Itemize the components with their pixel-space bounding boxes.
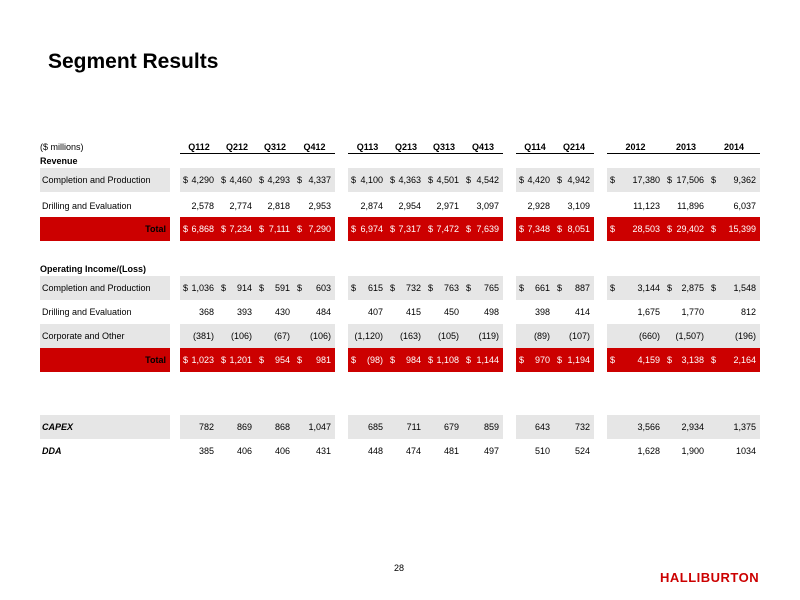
value-cell: 4,293 bbox=[267, 175, 290, 185]
column-header: 2013 bbox=[664, 140, 708, 154]
value-cell: (89) bbox=[533, 331, 550, 341]
dollar-sign: $ bbox=[667, 283, 673, 293]
dollar-sign: $ bbox=[390, 283, 396, 293]
column-header: 2012 bbox=[607, 140, 664, 154]
dollar-sign: $ bbox=[428, 283, 434, 293]
value-cell: 15,399 bbox=[728, 224, 756, 234]
value-cell: 8,051 bbox=[567, 224, 590, 234]
value-cell: 1,375 bbox=[733, 422, 756, 432]
value-cell: 17,380 bbox=[632, 175, 660, 185]
dollar-sign: $ bbox=[183, 175, 189, 185]
value-cell: 1,194 bbox=[567, 355, 590, 365]
row-label: Total bbox=[145, 355, 166, 365]
column-header: Q313 bbox=[425, 140, 463, 154]
row-label: Corporate and Other bbox=[42, 331, 125, 341]
dollar-sign: $ bbox=[297, 175, 303, 185]
row-label: Completion and Production bbox=[42, 283, 151, 293]
value-cell: 4,460 bbox=[229, 175, 252, 185]
dollar-sign: $ bbox=[557, 355, 563, 365]
units-label: ($ millions) bbox=[40, 142, 84, 152]
dollar-sign: $ bbox=[221, 283, 227, 293]
value-cell: 448 bbox=[367, 446, 383, 456]
value-cell: 615 bbox=[367, 283, 383, 293]
value-cell: 497 bbox=[483, 446, 499, 456]
value-cell: 1,201 bbox=[229, 355, 252, 365]
value-cell: 887 bbox=[574, 283, 590, 293]
value-cell: 859 bbox=[483, 422, 499, 432]
dollar-sign: $ bbox=[610, 283, 616, 293]
value-cell: 3,109 bbox=[567, 201, 590, 211]
value-cell: 393 bbox=[236, 307, 252, 317]
dollar-sign: $ bbox=[297, 355, 303, 365]
dollar-sign: $ bbox=[610, 175, 616, 185]
value-cell: (105) bbox=[437, 331, 459, 341]
page-title: Segment Results bbox=[48, 50, 219, 73]
value-cell: 643 bbox=[534, 422, 550, 432]
dollar-sign: $ bbox=[351, 355, 357, 365]
dollar-sign: $ bbox=[183, 224, 189, 234]
value-cell: 1,047 bbox=[308, 422, 331, 432]
value-cell: 4,290 bbox=[191, 175, 214, 185]
row-label: Drilling and Evaluation bbox=[42, 307, 132, 317]
value-cell: 2,578 bbox=[191, 201, 214, 211]
column-header: Q412 bbox=[294, 140, 335, 154]
value-cell: 711 bbox=[406, 422, 421, 432]
value-cell: 1,628 bbox=[637, 446, 660, 456]
value-cell: 3,097 bbox=[476, 201, 499, 211]
dollar-sign: $ bbox=[610, 224, 616, 234]
row-label: Completion and Production bbox=[42, 175, 151, 185]
dollar-sign: $ bbox=[297, 283, 303, 293]
dollar-sign: $ bbox=[259, 175, 265, 185]
column-header: Q413 bbox=[463, 140, 503, 154]
value-cell: (98) bbox=[366, 355, 383, 365]
dollar-sign: $ bbox=[711, 355, 717, 365]
value-cell: (1,507) bbox=[675, 331, 704, 341]
value-cell: 407 bbox=[367, 307, 383, 317]
dollar-sign: $ bbox=[557, 175, 563, 185]
dollar-sign: $ bbox=[351, 175, 357, 185]
dollar-sign: $ bbox=[466, 283, 472, 293]
value-cell: 3,144 bbox=[637, 283, 660, 293]
dollar-sign: $ bbox=[428, 224, 434, 234]
value-cell: 510 bbox=[534, 446, 550, 456]
value-cell: 7,234 bbox=[229, 224, 252, 234]
value-cell: 474 bbox=[405, 446, 421, 456]
value-cell: 1,770 bbox=[681, 307, 704, 317]
dollar-sign: $ bbox=[466, 355, 472, 365]
value-cell: 2,953 bbox=[308, 201, 331, 211]
dollar-sign: $ bbox=[667, 355, 673, 365]
value-cell: 661 bbox=[534, 283, 550, 293]
dollar-sign: $ bbox=[259, 224, 265, 234]
value-cell: 415 bbox=[405, 307, 421, 317]
value-cell: 685 bbox=[367, 422, 383, 432]
value-cell: 481 bbox=[443, 446, 459, 456]
value-cell: (163) bbox=[399, 331, 421, 341]
value-cell: 1,023 bbox=[191, 355, 214, 365]
value-cell: 2,875 bbox=[681, 283, 704, 293]
value-cell: 981 bbox=[315, 355, 331, 365]
dollar-sign: $ bbox=[711, 224, 717, 234]
value-cell: 763 bbox=[443, 283, 459, 293]
column-header: Q114 bbox=[516, 140, 554, 154]
column-header: 2014 bbox=[708, 140, 760, 154]
value-cell: 1,108 bbox=[436, 355, 459, 365]
value-cell: 868 bbox=[274, 422, 290, 432]
value-cell: (1,120) bbox=[354, 331, 383, 341]
value-cell: 414 bbox=[574, 307, 590, 317]
value-cell: 450 bbox=[443, 307, 459, 317]
value-cell: 7,290 bbox=[308, 224, 331, 234]
value-cell: 1,548 bbox=[733, 283, 756, 293]
dollar-sign: $ bbox=[259, 283, 265, 293]
value-cell: 17,506 bbox=[676, 175, 704, 185]
value-cell: (106) bbox=[309, 331, 331, 341]
dollar-sign: $ bbox=[667, 224, 673, 234]
column-header: Q112 bbox=[180, 140, 218, 154]
value-cell: 2,928 bbox=[527, 201, 550, 211]
halliburton-logo: HALLIBURTON bbox=[660, 570, 760, 585]
value-cell: 1,900 bbox=[681, 446, 704, 456]
value-cell: 4,542 bbox=[476, 175, 499, 185]
value-cell: 29,402 bbox=[676, 224, 704, 234]
dollar-sign: $ bbox=[711, 175, 717, 185]
value-cell: (67) bbox=[273, 331, 290, 341]
dollar-sign: $ bbox=[221, 175, 227, 185]
dollar-sign: $ bbox=[351, 224, 357, 234]
value-cell: 368 bbox=[198, 307, 214, 317]
value-cell: (119) bbox=[478, 331, 499, 341]
value-cell: 430 bbox=[274, 307, 290, 317]
dollar-sign: $ bbox=[259, 355, 265, 365]
value-cell: 2,874 bbox=[360, 201, 383, 211]
value-cell: 591 bbox=[274, 283, 290, 293]
value-cell: 11,896 bbox=[677, 201, 704, 211]
value-cell: 7,111 bbox=[268, 224, 290, 234]
dollar-sign: $ bbox=[297, 224, 303, 234]
value-cell: 2,774 bbox=[229, 201, 252, 211]
value-cell: 1,675 bbox=[637, 307, 660, 317]
page-number: 28 bbox=[394, 563, 405, 573]
dollar-sign: $ bbox=[428, 355, 434, 365]
value-cell: 4,363 bbox=[398, 175, 421, 185]
dollar-sign: $ bbox=[557, 224, 563, 234]
dollar-sign: $ bbox=[221, 224, 227, 234]
value-cell: 1034 bbox=[735, 446, 756, 456]
value-cell: 484 bbox=[315, 307, 331, 317]
value-cell: 679 bbox=[443, 422, 459, 432]
value-cell: 28,503 bbox=[632, 224, 660, 234]
dollar-sign: $ bbox=[183, 283, 189, 293]
value-cell: (106) bbox=[230, 331, 252, 341]
value-cell: 869 bbox=[236, 422, 252, 432]
dollar-sign: $ bbox=[557, 283, 563, 293]
value-cell: 2,954 bbox=[398, 201, 421, 211]
value-cell: 732 bbox=[574, 422, 590, 432]
value-cell: 406 bbox=[274, 446, 290, 456]
value-cell: 498 bbox=[483, 307, 499, 317]
value-cell: 2,164 bbox=[733, 355, 756, 365]
dollar-sign: $ bbox=[428, 175, 434, 185]
value-cell: 4,501 bbox=[436, 175, 459, 185]
dollar-sign: $ bbox=[667, 175, 673, 185]
value-cell: 7,348 bbox=[527, 224, 550, 234]
column-header: Q212 bbox=[218, 140, 256, 154]
value-cell: 6,868 bbox=[191, 224, 214, 234]
value-cell: 398 bbox=[534, 307, 550, 317]
value-cell: 1,144 bbox=[476, 355, 499, 365]
value-cell: 914 bbox=[236, 283, 252, 293]
value-cell: (196) bbox=[734, 331, 756, 341]
value-cell: 970 bbox=[534, 355, 550, 365]
row-label: DDA bbox=[42, 446, 62, 456]
dollar-sign: $ bbox=[610, 355, 616, 365]
value-cell: 431 bbox=[315, 446, 331, 456]
value-cell: 4,159 bbox=[637, 355, 660, 365]
value-cell: 812 bbox=[740, 307, 756, 317]
value-cell: 7,317 bbox=[398, 224, 421, 234]
column-header: Q113 bbox=[348, 140, 387, 154]
value-cell: 3,566 bbox=[637, 422, 660, 432]
value-cell: 782 bbox=[198, 422, 214, 432]
value-cell: 7,639 bbox=[476, 224, 499, 234]
section-heading-operating-income: Operating Income/(Loss) bbox=[40, 264, 147, 274]
value-cell: 4,337 bbox=[308, 175, 331, 185]
value-cell: 1,036 bbox=[191, 283, 214, 293]
dollar-sign: $ bbox=[711, 283, 717, 293]
value-cell: 732 bbox=[405, 283, 421, 293]
dollar-sign: $ bbox=[466, 175, 472, 185]
dollar-sign: $ bbox=[519, 283, 525, 293]
value-cell: 3,138 bbox=[681, 355, 704, 365]
value-cell: (107) bbox=[568, 331, 590, 341]
dollar-sign: $ bbox=[519, 355, 525, 365]
value-cell: 954 bbox=[274, 355, 290, 365]
value-cell: 603 bbox=[315, 283, 331, 293]
dollar-sign: $ bbox=[466, 224, 472, 234]
dollar-sign: $ bbox=[519, 224, 525, 234]
value-cell: 4,420 bbox=[527, 175, 550, 185]
value-cell: 2,934 bbox=[681, 422, 704, 432]
row-label: Total bbox=[145, 224, 166, 234]
dollar-sign: $ bbox=[183, 355, 189, 365]
value-cell: 7,472 bbox=[436, 224, 459, 234]
value-cell: 406 bbox=[236, 446, 252, 456]
row-label: CAPEX bbox=[42, 422, 74, 432]
value-cell: 6,037 bbox=[733, 201, 756, 211]
value-cell: 4,942 bbox=[567, 175, 590, 185]
column-header: Q213 bbox=[387, 140, 425, 154]
value-cell: 524 bbox=[574, 446, 590, 456]
dollar-sign: $ bbox=[390, 224, 396, 234]
value-cell: 9,362 bbox=[733, 175, 756, 185]
dollar-sign: $ bbox=[351, 283, 357, 293]
column-header: Q214 bbox=[554, 140, 594, 154]
value-cell: 984 bbox=[405, 355, 421, 365]
value-cell: 4,100 bbox=[360, 175, 383, 185]
value-cell: 2,971 bbox=[436, 201, 459, 211]
value-cell: 6,974 bbox=[360, 224, 383, 234]
dollar-sign: $ bbox=[390, 355, 396, 365]
value-cell: 2,818 bbox=[267, 201, 290, 211]
dollar-sign: $ bbox=[221, 355, 227, 365]
value-cell: 385 bbox=[198, 446, 214, 456]
value-cell: 11,123 bbox=[633, 201, 660, 211]
section-heading-revenue: Revenue bbox=[40, 156, 78, 166]
row-label: Drilling and Evaluation bbox=[42, 201, 132, 211]
value-cell: 765 bbox=[483, 283, 499, 293]
dollar-sign: $ bbox=[390, 175, 396, 185]
value-cell: (381) bbox=[192, 331, 214, 341]
value-cell: (660) bbox=[638, 331, 660, 341]
column-header: Q312 bbox=[256, 140, 294, 154]
dollar-sign: $ bbox=[519, 175, 525, 185]
